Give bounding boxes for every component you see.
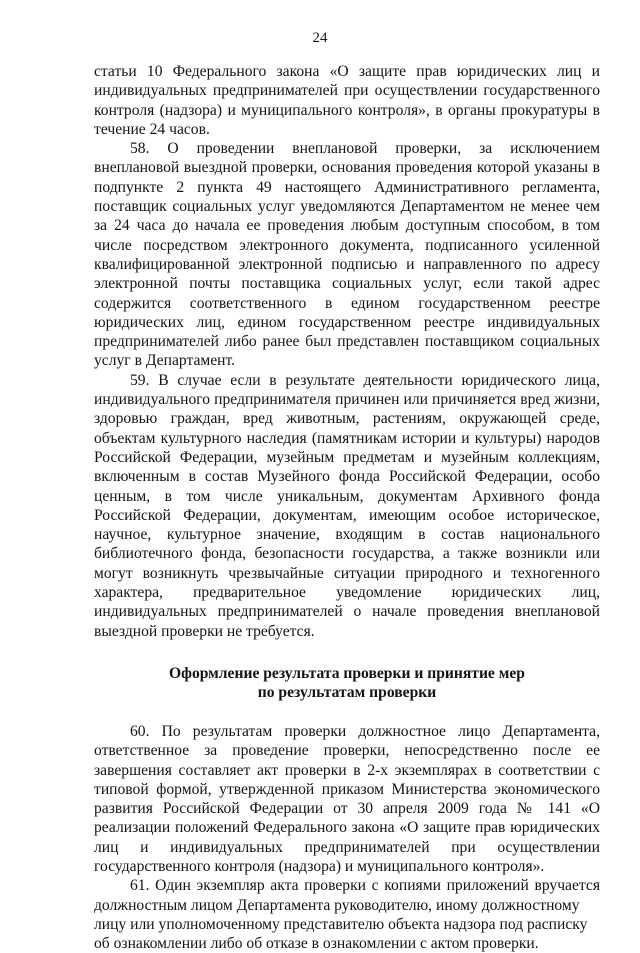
section-heading-line-2: по результатам проверки	[257, 683, 437, 701]
section-heading-line-1: Оформление результата проверки и принятие мер	[169, 664, 525, 682]
paragraph-continuation: статьи 10 Федерального закона «О защите прав юридических лиц и индивидуальных предпринимателей при осуществлении государственного контроля (надзора) и муниципального контроля», в органы прокуратуры в течение 24 часов.	[94, 63, 600, 138]
section-heading	[94, 664, 600, 702]
paragraph-58: 58. О проведении внеплановой проверки, за исключением внеплановой выездной проверки, основания проведения которой указаны в подпункте 2 пункта 49 настоящего Административного регламента, поставщик социальных услуг уведомляются Департаментом не менее чем за 24 часа до начала ее проведения любым доступным способом, в том числе посредством электронного документа, подписанного усиленной квалифицированной электронной подписью и направленного по адресу электронной почты поставщика социальных услуг, если такой адрес содержится соответственного в едином государственном реестре юридических лиц, едином государственном реестре индивидуальных предпринимателей либо ранее был представлен поставщиком социальных услуг в Департамент.	[94, 140, 600, 370]
paragraph-61: 61. Один экземпляр акта проверки с копиями приложений вручается должностным лицом Департамента руководителю, иному должностному	[94, 877, 600, 914]
paragraph-60: 60. По результатам проверки должностное лицо Департамента, ответственное за проведение проверки, непосредственно после ее завершения составляет акт проверки в 2-х экземплярах в соответствии с типовой формой, утвержденной приказом Министерства экономического развития Российской Федерации от 30 апреля 2009 года № 141 «О реализации положений Федерального закона «О защите прав юридических лиц и индивидуальных предпринимателей при осуществлении государственного контроля (надзора) и муниципального контроля».	[94, 722, 600, 875]
document-body	[94, 62, 600, 953]
paragraph-59: 59. В случае если в результате деятельности юридического лица, индивидуального предпринимателя причинен или причиняется вред жизни, здоровью граждан, вред животным, растениям, окружающей среде, объектам культурного наследия (памятникам истории и культуры) народов Российской Федерации, музейным предметам и музейным коллекциям, включенным в состав Музейного фонда Российской Федерации, особо ценным, в том числе уникальным, документам Архивного фонда Российской Федерации, документам, имеющим особое историческое, научное, культурное значение, входящим в состав национального библиотечного фонда, безопасности государства, а также возникли или могут возникнуть чрезвычайные ситуации природного и техногенного характера, предварительное уведомление юридических лиц, индивидуальных предпринимателей о начале проведения внеплановой выездной проверки не требуется.	[94, 371, 600, 640]
page-number: 24	[312, 30, 328, 46]
paragraph-61-line-3: об ознакомлении либо об отказе в ознакомлении с актом проверки.	[94, 935, 539, 953]
paragraph-61-line-2: лицу или уполномоченному представителю объекта надзора под расписку	[94, 915, 588, 933]
